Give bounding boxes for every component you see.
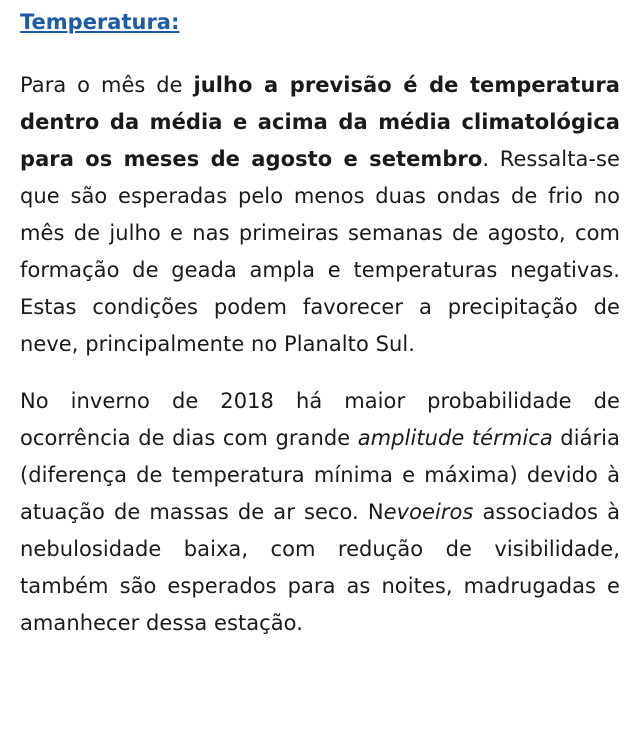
paragraph-forecast-rest: . Ressalta-se que são esperadas pelo menos duas ondas de frio no mês de julho e nas primeiras semanas de agosto, com formação de geada ampla e temperaturas negativas. Estas condições podem favorecer a precipitação de neve, principalmente no Planalto Sul. (20, 147, 620, 356)
paragraph-winter-part2: diária (diferença de temperatura mínima e máxima) devido à atuação de massas de ar seco. N (20, 426, 620, 524)
section-heading: Temperatura: (20, 10, 180, 34)
paragraph-winter (20, 383, 620, 642)
paragraph-winter-italic-amplitude: amplitude térmica (357, 426, 553, 450)
paragraph-winter-italic-nevoeiros: evoeiros (383, 500, 474, 524)
paragraph-winter-part1: No inverno de 2018 há maior probabilidade de ocorrência de dias com grande (20, 389, 620, 450)
paragraph-winter-part3: associados à nebulosidade baixa, com redução de visibilidade, também são esperados para as noites, madrugadas e amanhecer dessa estação. (20, 500, 620, 635)
document-page (20, 7, 620, 662)
paragraph-forecast-bold: julho a previsão é de temperatura dentro da média e acima da média climatológica para os meses de agosto e setembro (20, 73, 620, 171)
paragraph-forecast-intro: Para o mês de (20, 73, 194, 97)
paragraph-forecast (20, 67, 620, 363)
